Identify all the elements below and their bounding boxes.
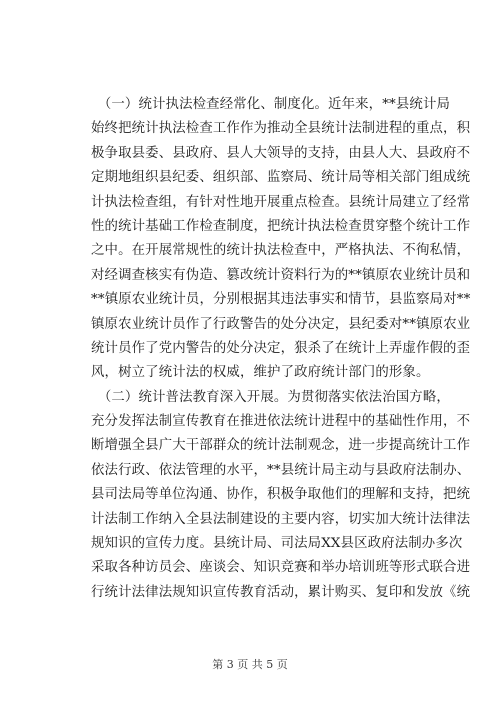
paragraph-1 — [91, 93, 471, 386]
paragraph-line: 断增强全县广大干部群众的统计法制观念，进一步提高统计工作 — [91, 438, 471, 454]
paragraph-line: 镇原农业统计员作了行政警告的处分决定，县纪委对**镇原农业 — [91, 316, 471, 332]
paragraph-line: 之中。在开展常规性的统计执法检查中，严格执法、不徇私情， — [91, 243, 471, 259]
paragraph-line: 计执法检查组，有针对性地开展重点检查。县统计局建立了经常 — [91, 194, 471, 210]
paragraph-line: （一）统计执法检查经常化、制度化。近年来，**县统计局 — [91, 97, 451, 112]
paragraph-line: 对经调查核实有伪造、篡改统计资料行为的**镇原农业统计员和 — [91, 267, 471, 283]
paragraph-line: **镇原农业统计员，分别根据其违法事实和情节，县监察局对** — [91, 292, 471, 308]
paragraph-line: 采取各种访员会、座谈会、知识竞赛和举办培训班等形式联合进 — [91, 560, 471, 576]
paragraph-line: 县司法局等单位沟通、协作，积极争取他们的理解和支持，把统 — [91, 487, 471, 503]
paragraph-line: 行统计法律法规知识宣传教育活动，累计购买、复印和发放《统 — [91, 584, 471, 600]
paragraph-line: 充分发挥法制宣传教育在推进依法统计进程中的基础性作用，不 — [91, 414, 471, 430]
paragraph-line: 极争取县委、县政府、县人大领导的支持，由县人大、县政府不 — [91, 145, 471, 161]
paragraph-line: 依法行政、依法管理的水平，**县统计局主动与县政府法制办、 — [91, 462, 471, 478]
paragraph-line: 性的统计基础工作检查制度，把统计执法检查贯穿整个统计工作 — [91, 218, 471, 234]
page-number-footer: 第 3 页 共 5 页 — [212, 658, 288, 671]
paragraph-line: 规知识的宣传力度。县统计局、司法局XX县区政府法制办多次 — [91, 536, 463, 552]
paragraph-line: 始终把统计执法检查工作作为推动全县统计法制进程的重点，积 — [91, 121, 471, 137]
paragraph-line: 定期地组织县纪委、组织部、监察局、统计局等相关部门组成统 — [91, 170, 471, 186]
paragraph-line: 统计员作了党内警告的处分决定，狠杀了在统计上弄虚作假的歪 — [91, 340, 471, 356]
paragraph-line: 计法制工作纳入全县法制建设的主要内容，切实加大统计法律法 — [91, 511, 471, 527]
paragraph-line: 风，树立了统计法的权威，维护了政府统计部门的形象。 — [91, 365, 430, 381]
paragraph-2 — [91, 386, 471, 606]
document-body — [91, 93, 471, 605]
paragraph-line: （二）统计普法教育深入开展。为贯彻落实依法治国方略， — [91, 389, 450, 405]
